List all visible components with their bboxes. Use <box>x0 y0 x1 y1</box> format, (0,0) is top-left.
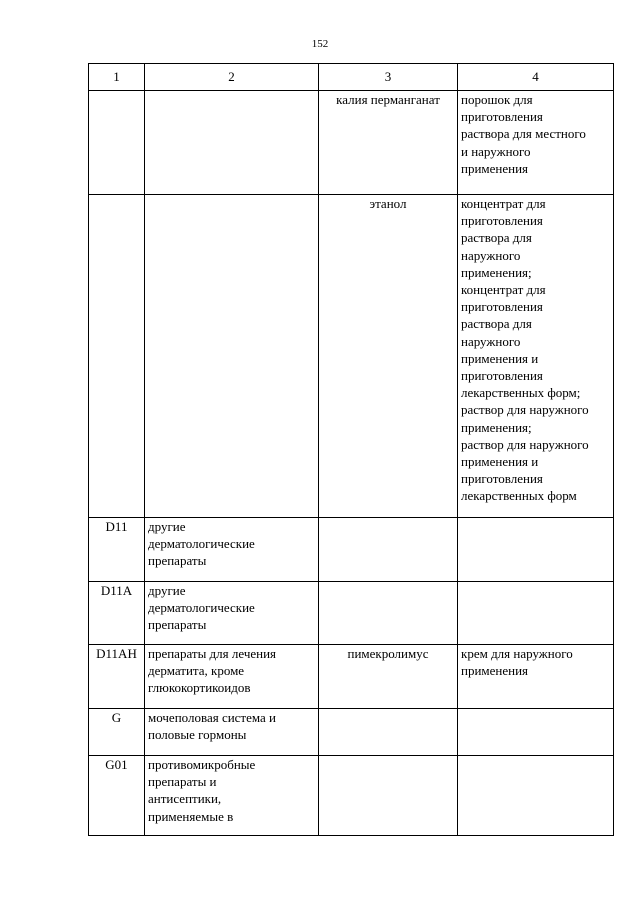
drug-name-cell: пимекролимус <box>319 645 458 709</box>
cell-line: другие <box>148 583 186 598</box>
cell-line: препараты <box>148 617 207 633</box>
cell-line: применения и <box>461 350 539 366</box>
table-row <box>89 582 614 645</box>
cell-line: концентрат для <box>461 282 546 298</box>
cell-line: половые гормоны <box>148 727 247 743</box>
cell-line: лекарственных форм; <box>461 385 581 401</box>
cell-line: антисептики, <box>148 791 222 807</box>
cell-line: наружного <box>461 333 521 349</box>
column-header: 4 <box>458 64 614 91</box>
dosage-form-cell <box>458 195 614 518</box>
cell-line: крем для наружного <box>461 646 573 661</box>
table-row <box>89 709 614 756</box>
cell-line: приготовления <box>461 299 543 315</box>
cell-line: приготовления <box>461 471 543 487</box>
group-name-cell <box>145 195 319 518</box>
atc-code-cell: G <box>89 709 145 756</box>
atc-code-cell: G01 <box>89 756 145 836</box>
cell-line: дерматологические <box>148 600 255 616</box>
cell-line: и наружного <box>461 143 531 159</box>
drug-table <box>88 63 614 836</box>
atc-code-cell <box>89 91 145 195</box>
table-row <box>89 645 614 709</box>
drug-name-cell: этанол <box>319 195 458 518</box>
atc-code-cell: D11AH <box>89 645 145 709</box>
cell-line: глюкокортикоидов <box>148 680 251 696</box>
cell-line: применения и <box>461 454 539 470</box>
dosage-form-cell <box>458 518 614 582</box>
cell-line: противомикробные <box>148 757 256 772</box>
cell-line: наружного <box>461 247 521 263</box>
table-row <box>89 195 614 518</box>
cell-line: раствора для <box>461 316 532 332</box>
dosage-form-cell <box>458 582 614 645</box>
group-name-cell <box>145 91 319 195</box>
dosage-form-cell <box>458 645 614 709</box>
group-name-cell <box>145 709 319 756</box>
cell-line: другие <box>148 519 186 534</box>
cell-line: раствора для местного <box>461 126 586 142</box>
cell-line: применения <box>461 663 529 679</box>
column-header: 1 <box>89 64 145 91</box>
group-name-cell <box>145 756 319 836</box>
atc-code-cell <box>89 195 145 518</box>
drug-name-cell <box>319 518 458 582</box>
group-name-cell <box>145 518 319 582</box>
group-name-cell <box>145 645 319 709</box>
cell-line: мочеполовая система и <box>148 710 277 725</box>
column-header: 3 <box>319 64 458 91</box>
page-number: 152 <box>311 38 329 50</box>
group-name-cell <box>145 582 319 645</box>
cell-line: препараты и <box>148 774 217 790</box>
cell-line: лекарственных форм <box>461 488 577 504</box>
cell-line: раствор для наружного <box>461 402 589 418</box>
drug-name-cell <box>319 582 458 645</box>
cell-line: дерматологические <box>148 536 255 552</box>
atc-code-cell: D11A <box>89 582 145 645</box>
cell-line: применения <box>461 160 529 176</box>
header-row <box>89 64 614 91</box>
cell-line: применяемые в <box>148 808 234 824</box>
atc-code-cell: D11 <box>89 518 145 582</box>
cell-line: приготовления <box>461 213 543 229</box>
cell-line: концентрат для <box>461 196 546 211</box>
cell-line: препараты для лечения <box>148 646 277 661</box>
cell-line: приготовления <box>461 368 543 384</box>
drug-name-cell: калия перманганат <box>319 91 458 195</box>
column-header: 2 <box>145 64 319 91</box>
dosage-form-cell <box>458 91 614 195</box>
cell-line: приготовления <box>461 109 543 125</box>
cell-line: порошок для <box>461 92 533 107</box>
dosage-form-cell <box>458 709 614 756</box>
cell-line: применения; <box>461 264 532 280</box>
cell-line: раствор для наружного <box>461 436 589 452</box>
cell-line: препараты <box>148 553 207 569</box>
table-row <box>89 91 614 195</box>
cell-line: раствора для <box>461 230 532 246</box>
dosage-form-cell <box>458 756 614 836</box>
drug-name-cell <box>319 756 458 836</box>
table-row <box>89 518 614 582</box>
table-row <box>89 756 614 836</box>
cell-line: дерматита, кроме <box>148 663 245 679</box>
cell-line: применения; <box>461 419 532 435</box>
drug-name-cell <box>319 709 458 756</box>
